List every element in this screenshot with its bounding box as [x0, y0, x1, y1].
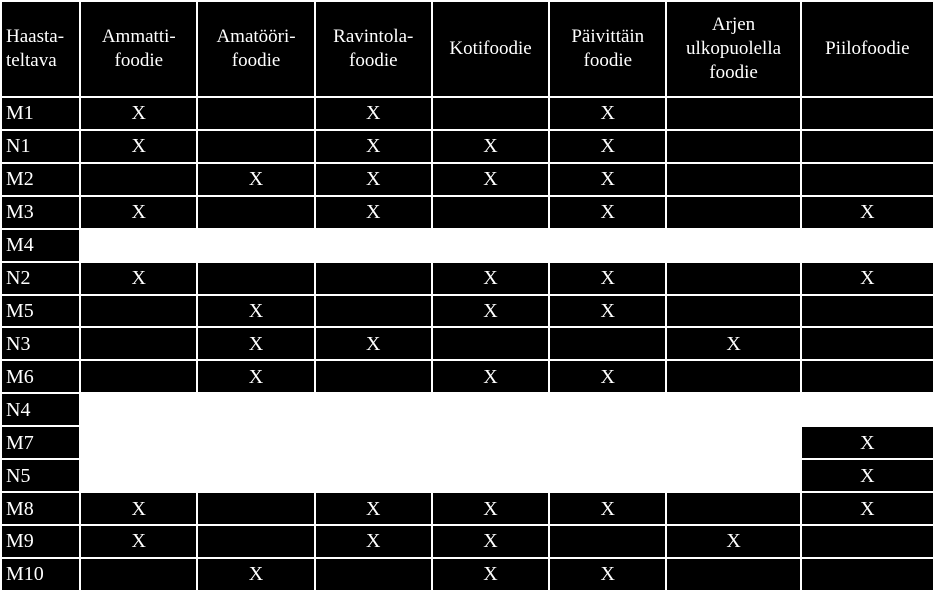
mark-cell: X	[198, 296, 313, 327]
row-label-cell: M6	[2, 361, 79, 392]
header-line: Ravintola-	[333, 26, 414, 47]
mark-cell: X	[550, 131, 665, 162]
mark-cell: X	[667, 526, 799, 557]
table-row	[2, 98, 933, 129]
header-line: foodie	[349, 50, 398, 71]
mark-cell	[198, 526, 313, 557]
mark-cell	[550, 328, 665, 359]
mark-cell	[550, 526, 665, 557]
mark-cell	[198, 263, 313, 294]
mark-cell	[802, 361, 933, 392]
mark-cell: X	[81, 263, 196, 294]
header-cell-amatoorifoodie	[198, 2, 313, 96]
row-label-cell: N4	[2, 394, 79, 425]
row-label-cell: M5	[2, 296, 79, 327]
header-line: Arjen	[711, 14, 756, 35]
header-cell-piilofoodie	[802, 2, 933, 96]
row-label-cell: M4	[2, 230, 79, 261]
table-row	[2, 559, 933, 590]
mark-cell	[433, 328, 548, 359]
blank-cell	[550, 394, 665, 425]
mark-cell: X	[316, 493, 431, 524]
blank-cell	[433, 460, 548, 491]
row-label-cell: N1	[2, 131, 79, 162]
mark-cell	[81, 296, 196, 327]
mark-cell: X	[802, 197, 933, 228]
mark-cell: X	[550, 197, 665, 228]
table-row	[2, 263, 933, 294]
mark-cell	[198, 493, 313, 524]
mark-cell	[316, 296, 431, 327]
header-line: Haasta-	[6, 26, 65, 47]
header-line: teltava	[6, 50, 57, 71]
mark-cell	[81, 361, 196, 392]
mark-cell	[433, 197, 548, 228]
mark-cell	[802, 98, 933, 129]
mark-cell: X	[433, 131, 548, 162]
table-row	[2, 427, 933, 458]
blank-cell	[198, 427, 313, 458]
mark-cell: X	[802, 460, 933, 491]
blank-cell	[433, 427, 548, 458]
blank-cell	[433, 230, 548, 261]
mark-cell	[667, 131, 799, 162]
header-cell-kotifoodie	[433, 2, 548, 96]
header-cell-ammattifoodie	[81, 2, 196, 96]
table-row	[2, 493, 933, 524]
blank-cell	[667, 460, 799, 491]
row-label-cell: M8	[2, 493, 79, 524]
blank-cell	[550, 460, 665, 491]
mark-cell: X	[81, 131, 196, 162]
mark-cell: X	[198, 361, 313, 392]
row-label-cell: M7	[2, 427, 79, 458]
mark-cell: X	[550, 493, 665, 524]
table-row	[2, 328, 933, 359]
mark-cell: X	[550, 361, 665, 392]
table-row	[2, 197, 933, 228]
mark-cell: X	[550, 559, 665, 590]
mark-cell: X	[433, 296, 548, 327]
mark-cell	[667, 361, 799, 392]
mark-cell	[81, 559, 196, 590]
mark-cell	[802, 559, 933, 590]
mark-cell: X	[550, 263, 665, 294]
mark-cell	[316, 263, 431, 294]
mark-cell: X	[198, 559, 313, 590]
mark-cell	[198, 197, 313, 228]
mark-cell	[81, 328, 196, 359]
blank-cell	[81, 230, 196, 261]
mark-cell: X	[802, 493, 933, 524]
blank-cell	[81, 460, 196, 491]
header-cell-haastateltava	[2, 2, 79, 96]
mark-cell	[667, 197, 799, 228]
header-line: Kotifoodie	[449, 38, 532, 59]
table-row	[2, 361, 933, 392]
mark-cell	[667, 263, 799, 294]
blank-cell	[198, 230, 313, 261]
header-line: ulkopuolella	[686, 38, 782, 59]
header-cell-ravintolafoodie	[316, 2, 431, 96]
row-label-cell: N3	[2, 328, 79, 359]
row-label-cell: M3	[2, 197, 79, 228]
header-line: foodie	[709, 62, 758, 83]
mark-cell: X	[550, 98, 665, 129]
blank-cell	[433, 394, 548, 425]
mark-cell: X	[316, 98, 431, 129]
mark-cell	[802, 328, 933, 359]
blank-cell	[550, 427, 665, 458]
row-label-cell: N5	[2, 460, 79, 491]
mark-cell: X	[802, 263, 933, 294]
mark-cell	[198, 131, 313, 162]
mark-cell	[667, 296, 799, 327]
mark-cell	[802, 131, 933, 162]
blank-cell	[667, 394, 799, 425]
mark-cell: X	[81, 493, 196, 524]
mark-cell	[802, 526, 933, 557]
mark-cell	[316, 559, 431, 590]
mark-cell: X	[550, 164, 665, 195]
blank-cell	[667, 230, 799, 261]
table-row	[2, 296, 933, 327]
header-line: Amatööri-	[216, 26, 296, 47]
blank-cell	[667, 427, 799, 458]
mark-cell: X	[433, 361, 548, 392]
mark-cell: X	[198, 328, 313, 359]
mark-cell	[316, 361, 431, 392]
blank-cell	[316, 394, 431, 425]
blank-cell	[550, 230, 665, 261]
mark-cell: X	[667, 328, 799, 359]
mark-cell: X	[433, 526, 548, 557]
row-label-cell: M10	[2, 559, 79, 590]
blank-cell	[81, 394, 196, 425]
mark-cell: X	[316, 164, 431, 195]
blank-cell	[802, 230, 933, 261]
mark-cell	[667, 164, 799, 195]
mark-cell	[433, 98, 548, 129]
blank-cell	[316, 230, 431, 261]
mark-cell	[667, 559, 799, 590]
mark-cell	[667, 98, 799, 129]
table-row	[2, 394, 933, 425]
blank-cell	[198, 394, 313, 425]
mark-cell: X	[550, 296, 665, 327]
blank-cell	[316, 460, 431, 491]
header-line: Piilofoodie	[825, 38, 910, 59]
mark-cell: X	[81, 197, 196, 228]
mark-cell	[81, 164, 196, 195]
mark-cell: X	[316, 131, 431, 162]
mark-cell: X	[433, 164, 548, 195]
mark-cell	[802, 296, 933, 327]
table-row	[2, 460, 933, 491]
mark-cell: X	[81, 98, 196, 129]
mark-cell: X	[433, 263, 548, 294]
row-label-cell: N2	[2, 263, 79, 294]
row-label-cell: M1	[2, 98, 79, 129]
table-body	[2, 98, 933, 590]
table-row	[2, 230, 933, 261]
mark-cell: X	[198, 164, 313, 195]
header-line: Päivittäin	[571, 26, 645, 47]
header-line: foodie	[231, 50, 281, 71]
header-cell-paivittainfoodie	[550, 2, 665, 96]
mark-cell	[667, 493, 799, 524]
header-row	[2, 2, 933, 96]
table-row	[2, 131, 933, 162]
mark-cell: X	[433, 493, 548, 524]
mark-cell: X	[802, 427, 933, 458]
mark-cell: X	[81, 526, 196, 557]
table-row	[2, 526, 933, 557]
mark-cell	[802, 164, 933, 195]
blank-cell	[802, 394, 933, 425]
header-cell-arjen-ulkopuolella-foodie	[667, 2, 799, 96]
blank-cell	[316, 427, 431, 458]
header-line: foodie	[114, 50, 164, 71]
header-line: Ammatti-	[101, 26, 176, 47]
row-label-cell: M2	[2, 164, 79, 195]
row-label-cell: M9	[2, 526, 79, 557]
mark-cell: X	[316, 197, 431, 228]
mark-cell: X	[433, 559, 548, 590]
header-line: foodie	[583, 50, 633, 71]
table-row	[2, 164, 933, 195]
mark-cell	[198, 98, 313, 129]
mark-cell: X	[316, 328, 431, 359]
mark-cell: X	[316, 526, 431, 557]
blank-cell	[81, 427, 196, 458]
blank-cell	[198, 460, 313, 491]
